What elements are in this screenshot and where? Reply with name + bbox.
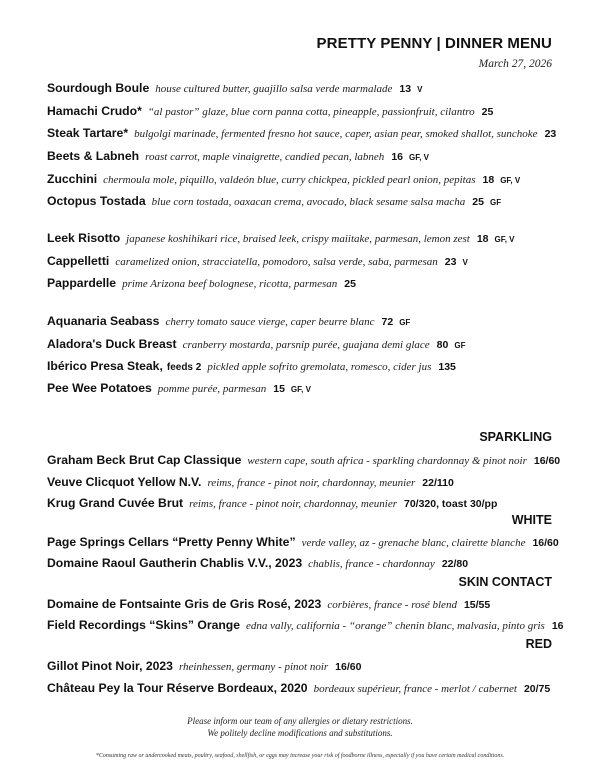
item-description: chermoula mole, piquillo, valdeón blue, curry chickpea, pickled pearl onion, pepitas xyxy=(103,174,476,186)
item-name: Hamachi Crudo* xyxy=(47,104,142,118)
menu-item xyxy=(47,380,311,396)
item-price: 23 xyxy=(544,128,557,140)
menu-item xyxy=(47,230,515,246)
dietary-tags: GF, V xyxy=(500,176,521,185)
item-description: pomme purée, parmesan xyxy=(157,383,267,395)
wine-description: western cape, south africa - sparkling chardonnay & pinot noir xyxy=(247,455,527,467)
item-price: 135 xyxy=(438,361,456,373)
menu-item xyxy=(47,313,410,329)
item-name: Pee Wee Potatoes xyxy=(47,381,152,395)
wine-description: rheinhessen, germany - pinot noir xyxy=(178,661,329,673)
item-description: prime Arizona beef bolognese, ricotta, parmesan xyxy=(122,278,338,290)
allergy-line: Please inform our team of any allergies or dietary restrictions. xyxy=(187,716,413,726)
menu-item xyxy=(47,125,556,141)
wine-description: verde valley, az - grenache blanc, clairette blanche xyxy=(301,537,526,549)
wine-name: Page Springs Cellars “Pretty Penny White” xyxy=(47,535,296,549)
menu-item xyxy=(47,103,493,119)
wine-item xyxy=(47,474,454,490)
wine-name: Château Pey la Tour Réserve Bordeaux, 2020 xyxy=(47,681,308,695)
item-description: house cultured butter, guajillo salsa verde marmalade xyxy=(155,83,393,95)
wine-name: Veuve Clicquot Yellow N.V. xyxy=(47,475,202,489)
item-description: pickled apple sofrito gremolata, romesco, cider jus xyxy=(207,361,432,373)
health-disclaimer: *Consuming raw or undercooked meats, poultry, seafood, shellfish, or eggs may increase your risk of foodborne illness, especially if you have certain medical conditions. xyxy=(95,753,505,759)
wine-price: 15/55 xyxy=(463,599,491,611)
item-name: Leek Risotto xyxy=(47,231,121,245)
dietary-tags: GF, V xyxy=(494,235,515,244)
page-title: PRETTY PENNY | DINNER MENU xyxy=(316,35,552,52)
wine-description: edna vally, california - “orange” chenin blanc, malvasia, pinto gris xyxy=(246,620,545,632)
menu-item xyxy=(47,336,465,352)
wine-item xyxy=(47,617,564,633)
menu-item xyxy=(47,80,422,96)
menu-item xyxy=(47,171,520,187)
item-description: blue corn tostada, oaxacan crema, avocado, black sesame salsa macha xyxy=(151,196,466,208)
item-description: cherry tomato sauce vierge, caper beurre blanc xyxy=(165,316,375,328)
wine-description: chablis, france - chardonnay xyxy=(308,558,435,570)
item-price: 25 xyxy=(481,106,494,118)
wine-item xyxy=(47,680,550,696)
item-price: 18 xyxy=(482,174,495,186)
wine-price: 16 xyxy=(551,620,564,632)
wine-price: 22/80 xyxy=(441,558,469,570)
item-name: Octopus Tostada xyxy=(47,194,146,208)
wine-price: 70/320, toast 30/pp xyxy=(403,498,498,510)
item-price: 25 xyxy=(472,196,484,208)
wine-name: Graham Beck Brut Cap Classique xyxy=(47,453,242,467)
menu-item xyxy=(47,275,356,291)
wine-item xyxy=(47,534,559,550)
dietary-tags: GF, V xyxy=(409,153,430,162)
section-red: RED xyxy=(525,637,552,651)
wine-price: 16/60 xyxy=(335,661,362,673)
wine-description: reims, france - pinot noir, chardonnay, meunier xyxy=(207,477,416,489)
wine-item xyxy=(47,596,490,612)
item-price: 72 xyxy=(381,316,394,328)
wine-price: 16/60 xyxy=(532,537,559,549)
section-skin-contact: SKIN CONTACT xyxy=(458,575,552,589)
wine-name: Field Recordings “Skins” Orange xyxy=(47,618,241,632)
wine-name: Krug Grand Cuvée Brut xyxy=(47,496,184,510)
item-name: Pappardelle xyxy=(47,276,117,290)
item-description: cranberry mostarda, parsnip purée, guajana demi glace xyxy=(182,339,430,351)
wine-item xyxy=(47,495,497,511)
item-name: Cappelletti xyxy=(47,254,110,268)
wine-item xyxy=(47,658,361,674)
wine-description: corbières, france - rosé blend xyxy=(327,599,457,611)
wine-price: 16/60 xyxy=(533,455,561,467)
dietary-tags: GF xyxy=(489,198,502,207)
wine-price: 22/110 xyxy=(422,477,454,489)
menu-item xyxy=(47,148,429,164)
item-price: 13 xyxy=(399,83,412,95)
dietary-tags: GF, V xyxy=(290,385,311,394)
item-description: caramelized onion, stracciatella, pomodoro, salsa verde, saba, parmesan xyxy=(115,256,438,268)
wine-name: Gillot Pinot Noir, 2023 xyxy=(47,659,173,673)
item-note: feeds 2 xyxy=(166,362,202,373)
dietary-tags: GF xyxy=(454,341,466,350)
allergy-note xyxy=(0,715,600,739)
item-name: Aladora's Duck Breast xyxy=(47,337,177,351)
menu-date: March 27, 2026 xyxy=(478,58,552,70)
item-price: 16 xyxy=(391,151,403,163)
section-sparkling: SPARKLING xyxy=(479,430,552,444)
item-name: Aquanaria Seabass xyxy=(47,314,160,328)
modification-line: We politely decline modifications and substitutions. xyxy=(207,728,393,738)
item-price: 23 xyxy=(444,256,457,268)
item-price: 18 xyxy=(476,233,489,245)
item-name: Zucchini xyxy=(47,172,98,186)
menu-item xyxy=(47,358,456,374)
item-description: japanese koshihikari rice, braised leek, crispy maiitake, parmesan, lemon zest xyxy=(126,233,470,245)
menu-item xyxy=(47,253,468,269)
item-name: Steak Tartare* xyxy=(47,126,129,140)
item-name: Ibérico Presa Steak, xyxy=(47,359,163,373)
dietary-tags: V xyxy=(417,85,423,94)
dietary-tags: V xyxy=(462,258,468,267)
section-white: WHITE xyxy=(511,513,552,527)
item-description: bulgolgi marinade, fermented fresno hot sauce, caper, asian pear, smoked shallot, sunchoke xyxy=(134,128,538,140)
wine-price: 20/75 xyxy=(523,683,551,695)
item-price: 25 xyxy=(344,278,356,290)
menu-item xyxy=(47,193,501,209)
item-description: roast carrot, maple vinaigrette, candied pecan, labneh xyxy=(145,151,385,163)
wine-description: reims, france - pinot noir, chardonnay, meunier xyxy=(189,498,397,510)
wine-item xyxy=(47,452,560,468)
wine-item xyxy=(47,555,468,571)
wine-name: Domaine Raoul Gautherin Chablis V.V., 2023 xyxy=(47,556,303,570)
wine-name: Domaine de Fontsainte Gris de Gris Rosé, 2023 xyxy=(47,597,322,611)
item-price: 15 xyxy=(273,383,285,395)
wine-description: bordeaux supérieur, france - merlot / cabernet xyxy=(313,683,517,695)
item-price: 80 xyxy=(436,339,449,351)
dietary-tags: GF xyxy=(399,318,411,327)
item-name: Beets & Labneh xyxy=(47,149,140,163)
item-name: Sourdough Boule xyxy=(47,81,150,95)
item-description: “al pastor” glaze, blue corn panna cotta, pineapple, passionfruit, cilantro xyxy=(147,106,475,118)
